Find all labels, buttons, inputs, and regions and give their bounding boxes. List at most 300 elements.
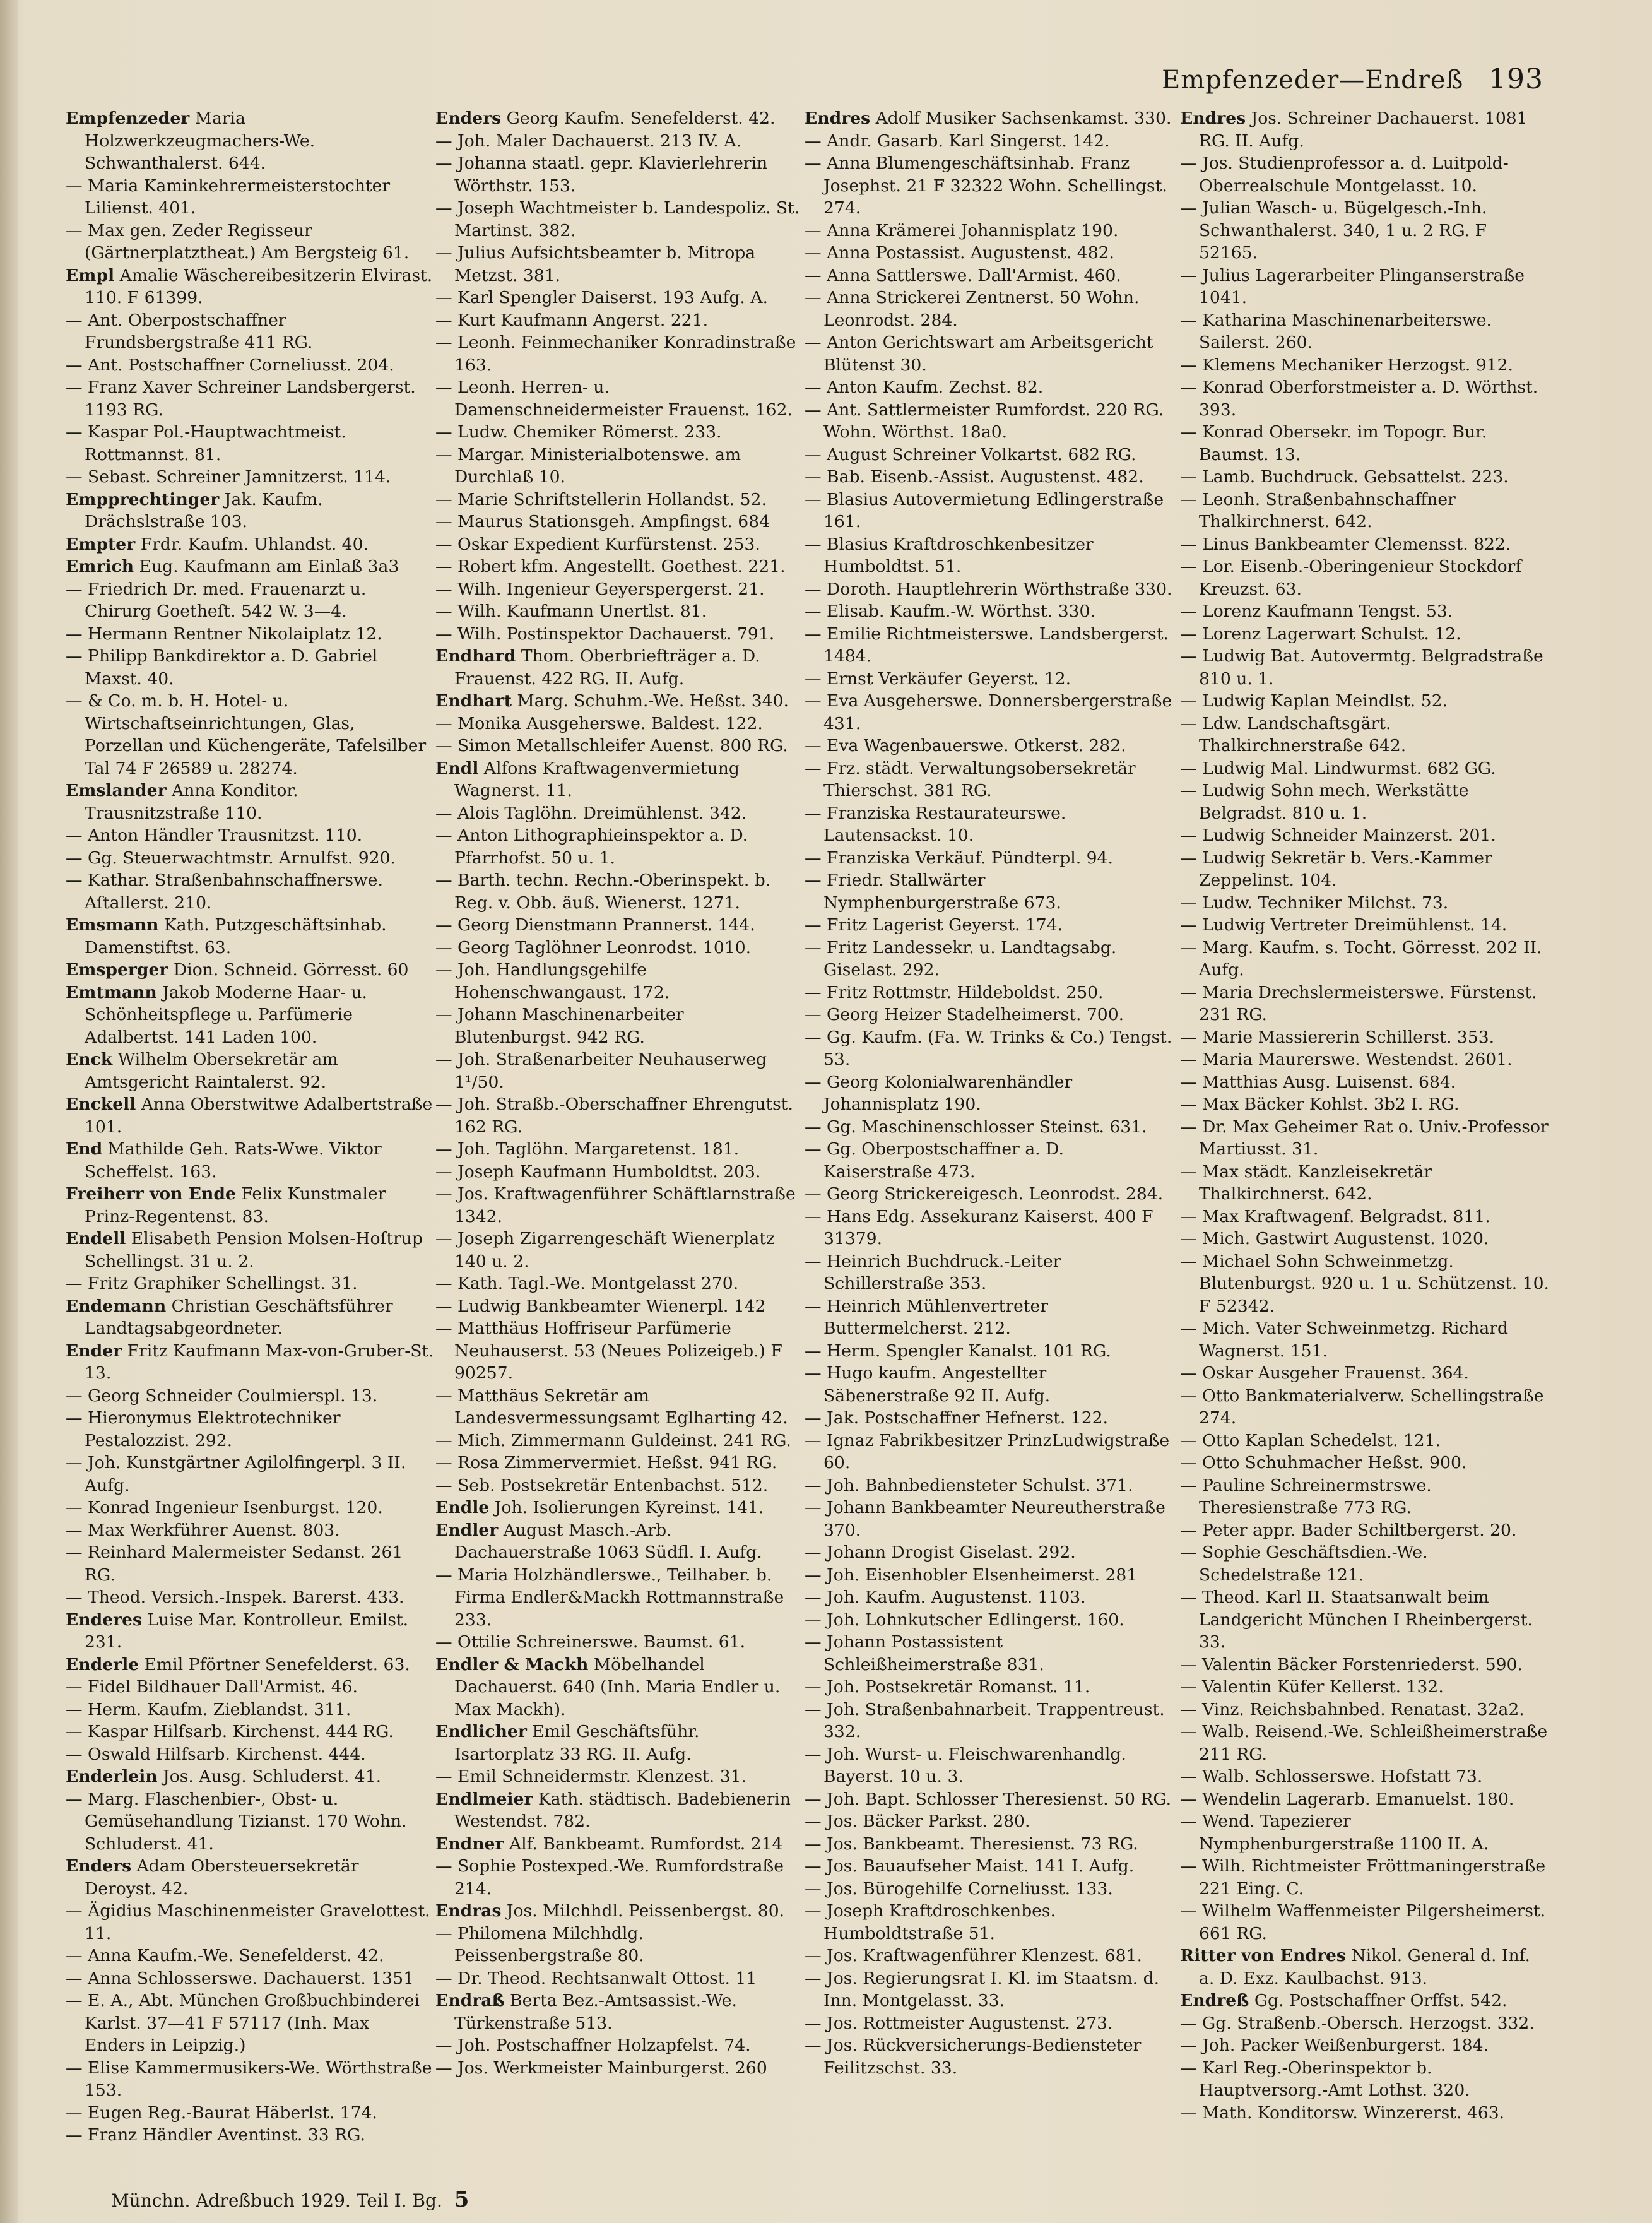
directory-entry [435, 2057, 805, 2080]
directory-entry [805, 1183, 1174, 1206]
directory-entry [435, 1317, 805, 1385]
entry-text: — Fidel Bildhauer Dall'Armist. 46. [66, 1677, 358, 1697]
directory-entry [66, 1138, 435, 1183]
entry-text: — Georg Dienstmann Prannerst. 144. [435, 915, 755, 935]
entry-text: Anna Oberstwitwe Adalbertstraße 101. [85, 1094, 433, 1137]
entry-text: Luise Mar. Kontrolleur. Emilst. 231. [85, 1609, 409, 1652]
entry-text: — Joh. Wurst- u. Fleischwarenhandlg. Bayerst. 10 u. 3. [805, 1744, 1126, 1786]
directory-entry [66, 376, 435, 421]
directory-entry [435, 1183, 805, 1228]
entry-surname: Endras [435, 1901, 502, 1921]
directory-entry [435, 578, 805, 601]
directory-entry [435, 130, 805, 153]
entry-surname: Enders [435, 109, 502, 128]
entry-text: — Ludwig Kaplan Meindlst. 52. [1180, 691, 1448, 711]
directory-entry [805, 1116, 1174, 1139]
directory-entry [66, 1452, 435, 1497]
imprint: Münchn. Adreßbuch 1929. Teil I. Bg. [111, 2190, 442, 2211]
entry-text: — Johann Maschinenarbeiter Blutenburgst. 942 RG. [435, 1005, 684, 1047]
directory-entry [435, 1855, 805, 1900]
directory-entry [805, 1878, 1174, 1900]
entry-text: — Joh. Kunstgärtner Agilolfingerpl. 3 II. Aufg. [66, 1453, 406, 1495]
entry-text: — Theod. Versich.-Inspek. Barerst. 433. [66, 1587, 404, 1607]
directory-entry [435, 1900, 805, 1923]
entry-text: Gg. Postschaffner Orffst. 542. [1254, 1991, 1507, 2010]
entry-text: — Sophie Postexped.-We. Rumfordstraße 214. [435, 1856, 784, 1899]
directory-entry [805, 1609, 1174, 1632]
entry-text: — Max gen. Zeder Regisseur (Gärtnerplatztheat.) Am Bergsteig 61. [66, 220, 410, 263]
entry-text: Jak. Kaufm. Drächslstraße 103. [85, 489, 323, 531]
directory-entry [805, 220, 1174, 242]
entry-text: — Joh. Bahnbediensteter Schulst. 371. [805, 1475, 1133, 1495]
directory-entry [66, 1654, 435, 1676]
entry-text: — Robert kfm. Angestellt. Goethest. 221. [435, 557, 786, 576]
directory-entry [435, 1833, 805, 1856]
directory-entry [1180, 197, 1549, 264]
directory-entry [435, 1967, 805, 1990]
entry-text: — Lorenz Kaufmann Tengst. 53. [1180, 602, 1453, 621]
directory-entry [1180, 555, 1549, 600]
entry-text: Alfons Kraftwagenvermietung Wagnerst. 11. [454, 758, 740, 800]
directory-entry [805, 130, 1174, 153]
entry-text: — Eugen Reg.-Baurat Häberlst. 174. [66, 2102, 377, 2123]
directory-entry [1180, 914, 1549, 937]
entry-text: — Lorenz Lagerwart Schulst. 12. [1180, 624, 1461, 644]
directory-entry [66, 2124, 435, 2146]
directory-entry [435, 1004, 805, 1048]
directory-entry [435, 1474, 805, 1497]
directory-entry [435, 1138, 805, 1161]
directory-entry [66, 1385, 435, 1408]
entry-text: — Ant. Sattlermeister Rumfordst. 220 RG. Wohn. Wörthst. 18a0. [805, 400, 1164, 442]
directory-entry [805, 1810, 1174, 1833]
entry-text: — Ldw. Landschaftsgärt. Thalkirchnerstraße 642. [1180, 713, 1407, 756]
directory-entry [805, 399, 1174, 444]
entry-text: — & Co. m. b. H. Hotel- u. Wirtschaftseinrichtungen, Glas, Porzellan und Küchengeräte, Tafelsilber Tal 74 F 26589 u. 28274. [66, 691, 427, 778]
directory-entry [66, 1788, 435, 1856]
entry-text: — Anna Strickerei Zentnerst. 50 Wohn. Leonrodst. 284. [805, 288, 1140, 330]
entry-text: — Matthias Ausg. Luisenst. 684. [1180, 1072, 1456, 1092]
directory-entry [66, 578, 435, 623]
entry-surname: Endemann [66, 1296, 167, 1316]
directory-entry [435, 1564, 805, 1632]
directory-entry [805, 1362, 1174, 1407]
entry-text: — Kath. Tagl.-We. Montgelasst 270. [435, 1274, 739, 1293]
entry-text: — Seb. Postsekretär Entenbachst. 512. [435, 1475, 769, 1495]
directory-entry [1180, 1317, 1549, 1362]
entry-text: — Georg Heizer Stadelheimerst. 700. [805, 1005, 1124, 1024]
directory-entry [435, 489, 805, 511]
entry-text: — Ludw. Chemiker Römerst. 233. [435, 422, 722, 442]
directory-entry [1180, 824, 1549, 847]
entry-text: — Walb. Schlosserswe. Hofstatt 73. [1180, 1767, 1483, 1786]
entry-text: — Gg. Kaufm. (Fa. W. Trinks & Co.) Tengst. 53. [805, 1027, 1172, 1069]
directory-entry [435, 645, 805, 690]
entry-text: — Oskar Expedient Kurfürstenst. 253. [435, 534, 760, 554]
entry-text: — Anton Lithographieinspektor a. D. Pfarrhofst. 50 u. 1. [435, 826, 748, 868]
directory-entry [1180, 1228, 1549, 1250]
entry-surname: Endhart [435, 691, 512, 711]
entry-text: — Frz. städt. Verwaltungsobersekretär Thierschst. 381 RG. [805, 758, 1136, 800]
entry-text: — Otto Schuhmacher Heßst. 900. [1180, 1453, 1467, 1473]
entry-text: — Ägidius Maschinenmeister Gravelottest. 11. [66, 1901, 430, 1943]
directory-entry [435, 600, 805, 623]
directory-entry [66, 1407, 435, 1452]
entry-text: — Joh. Bapt. Schlosser Theresienst. 50 RG. [805, 1789, 1172, 1809]
entry-surname: Ender [66, 1341, 122, 1361]
entry-text: — Otto Kaplan Schedelst. 121. [1180, 1430, 1441, 1450]
entry-text: Kath. Putzgeschäftsinhab. Damenstiftst. 63. [85, 915, 387, 957]
entry-text: — Gg. Steuerwachtmstr. Arnulfst. 920. [66, 848, 396, 868]
entry-text: — Philipp Bankdirektor a. D. Gabriel Maxst. 40. [66, 646, 378, 689]
directory-entry [435, 623, 805, 646]
directory-entry [805, 1206, 1174, 1250]
entry-text: — Joh. Maler Dachauerst. 213 IV. A. [435, 131, 741, 151]
entry-text: — Franz Xaver Schreiner Landsbergerst. 1193 RG. [66, 377, 416, 420]
directory-entry [805, 2012, 1174, 2035]
entry-text: — Joh. Kaufm. Augustenst. 1103. [805, 1587, 1086, 1607]
entry-text: — Margar. Ministerialbotenswe. am Durchlaß 10. [435, 444, 741, 487]
directory-entry [805, 1295, 1174, 1340]
entry-text: — Johanna staatl. gepr. Klavierlehrerin Wörthstr. 153. [435, 153, 768, 196]
directory-entry [435, 959, 805, 1004]
entry-text: — August Schreiner Volkartst. 682 RG. [805, 444, 1136, 465]
page-header [1162, 63, 1543, 95]
entry-text: — Reinhard Malermeister Sedanst. 261 RG. [66, 1543, 403, 1585]
entry-text: — Fritz Graphiker Schellingst. 31. [66, 1274, 358, 1293]
directory-entry [435, 802, 805, 825]
entry-text: — Eva Wagenbauerswe. Otkerst. 282. [805, 736, 1126, 756]
entry-text: — Blasius Autovermietung Edlingerstraße 161. [805, 489, 1164, 531]
directory-entry [1180, 1765, 1549, 1788]
directory-entry [435, 937, 805, 959]
entry-text: — Anna Kaufm.-We. Senefelderst. 42. [66, 1946, 384, 1965]
directory-entry [1180, 713, 1549, 757]
directory-entry [805, 869, 1174, 914]
directory-entry [66, 421, 435, 466]
entry-text: — Matthäus Sekretär am Landesvermessungsamt Eglharting 42. [435, 1385, 788, 1428]
entry-text: August Masch.-Arb. Dachauerstraße 1063 Südfl. I. Aufg. [454, 1520, 762, 1562]
entry-text: Kath. städtisch. Badebienerin Westendst. 782. [454, 1789, 791, 1831]
entry-text: — Jos. Bankbeamt. Theresienst. 73 RG. [805, 1834, 1138, 1854]
directory-entry [805, 690, 1174, 735]
entry-text: — Jos. Rückversicherungs-Bediensteter Feilitzschst. 33. [805, 2036, 1142, 2078]
entry-text: Berta Bez.-Amtsassist.-We. Türkenstraße 513. [454, 1991, 737, 2033]
directory-entry [66, 264, 435, 309]
directory-entry [66, 1945, 435, 1967]
entry-text: — Maria Holzhändlerswe., Teilhaber. b. Firma Endler&Mackh Rottmannstraße 233. [435, 1565, 784, 1630]
entry-text: — Theod. Karl II. Staatsanwalt beim Landgericht München I Rheinbergerst. 33. [1180, 1587, 1533, 1652]
directory-entry [66, 354, 435, 377]
directory-entry [1180, 780, 1549, 824]
entry-text: — Julius Lagerarbeiter Plinganserstraße 1041. [1180, 265, 1525, 307]
entry-text: Jos. Milchhdl. Peissenbergst. 80. [506, 1901, 785, 1921]
entry-text: Eug. Kaufmann am Einlaß 3a3 [139, 557, 399, 576]
entry-text: Jos. Ausg. Schluderst. 41. [163, 1767, 382, 1786]
entry-surname: Empprechtinger [66, 489, 220, 509]
directory-entry [1180, 1093, 1549, 1116]
directory-entry [805, 1407, 1174, 1430]
entry-text: — Sophie Geschäftsdien.-We. Schedelstraße 121. [1180, 1543, 1428, 1585]
entry-text: Adolf Musiker Sachsenkamst. 330. [875, 109, 1172, 128]
entry-text: — Jos. Bürogehilfe Corneliusst. 133. [805, 1878, 1113, 1899]
directory-entry [66, 220, 435, 264]
entry-text: — Joh. Eisenhobler Elsenheimerst. 281 [805, 1565, 1138, 1585]
page-number: 193 [1489, 63, 1543, 95]
directory-entry [435, 376, 805, 421]
directory-entry [805, 1743, 1174, 1788]
entry-surname: Enck [66, 1050, 113, 1069]
column-4 [1180, 107, 1549, 2146]
directory-entry [1180, 152, 1549, 197]
entry-surname: Endreß [1180, 1991, 1249, 2010]
entry-text: — Joh. Packer Weißenburgerst. 184. [1180, 2036, 1489, 2055]
entry-text: — Franz Händler Aventinst. 33 RG. [66, 2125, 365, 2145]
directory-entry [435, 1272, 805, 1295]
entry-text: — Fritz Rottmstr. Hildeboldst. 250. [805, 982, 1104, 1002]
entry-text: — Gg. Straßenb.-Obersch. Herzogst. 332. [1180, 2013, 1535, 2033]
entry-text: — Georg Taglöhner Leonrodst. 1010. [435, 937, 752, 957]
entry-text: Adam Obersteuersekretär Deroyst. 42. [85, 1856, 359, 1899]
directory-entry [1180, 892, 1549, 915]
entry-surname: Endlmeier [435, 1789, 533, 1809]
entry-text: — Konrad Obersekr. im Topogr. Bur. Baumst. 13. [1180, 422, 1487, 465]
directory-entry [435, 1452, 805, 1474]
directory-entry [66, 914, 435, 959]
directory-entry [435, 309, 805, 332]
entry-text: — Friedrich Dr. med. Frauenarzt u. Chirurg Goetheſt. 542 W. 3—4. [66, 579, 367, 621]
entry-text: — Marg. Kaufm. s. Tocht. Görresst. 202 II. Aufg. [1180, 937, 1542, 980]
entry-surname: Enderlein [66, 1767, 158, 1786]
directory-entry [805, 1631, 1174, 1676]
entry-text: — Anna Krämerei Johannisplatz 190. [805, 220, 1119, 240]
directory-entry [1180, 309, 1549, 354]
entry-text: Anna Konditor. Trausnitzstraße 110. [85, 781, 298, 823]
entry-text: Alf. Bankbeamt. Rumfordst. 214 [509, 1834, 783, 1854]
directory-entry [66, 1272, 435, 1295]
directory-entry [1180, 533, 1549, 556]
directory-entry [805, 1945, 1174, 1967]
directory-entry [66, 1340, 435, 1385]
entry-surname: Endler [435, 1520, 499, 1540]
sheet-signature: 5 [454, 2187, 469, 2212]
entry-text: — Jos. Studienprofessor a. d. Luitpold-Oberrealschule Montgelasst. 10. [1180, 153, 1509, 196]
directory-entry [66, 107, 435, 175]
directory-entry [66, 1541, 435, 1586]
entry-text: — Lor. Eisenb.-Oberingenieur Stockdorf Kreuzst. 63. [1180, 557, 1522, 599]
entry-text: — Karl Spengler Daiserst. 193 Aufg. A. [435, 288, 768, 307]
entry-text: Fritz Kaufmann Max-von-Gruber-St. 13. [85, 1341, 434, 1383]
entry-text: — Katharina Maschinenarbeiterswe. Sailerst. 260. [1180, 310, 1492, 352]
directory-entry [805, 1900, 1174, 1945]
entry-surname: Endle [435, 1498, 490, 1517]
directory-entry [435, 1788, 805, 1833]
directory-entry [66, 1698, 435, 1721]
directory-entry [805, 331, 1174, 376]
directory-entry [66, 1721, 435, 1743]
entry-text: — Andr. Gasarb. Karl Singerst. 142. [805, 131, 1110, 151]
directory-entry [1180, 1161, 1549, 1206]
directory-entry [435, 197, 805, 242]
directory-entry [435, 555, 805, 578]
directory-entry [66, 1900, 435, 1945]
directory-entry [435, 1654, 805, 1721]
entry-text: — Johann Postassistent Schleißheimerstraße 831. [805, 1632, 1044, 1675]
directory-entry [1180, 489, 1549, 533]
directory-entry [805, 1788, 1174, 1811]
entry-text: — Anton Händler Trausnitzst. 110. [66, 826, 363, 845]
entry-surname: Enckell [66, 1094, 136, 1114]
entry-text: — Jos. Kraftwagenführer Schäftlarnstraße 1342. [435, 1184, 796, 1226]
entry-surname: Enderes [66, 1609, 143, 1630]
directory-entry [1180, 1206, 1549, 1228]
entry-text: — Bab. Eisenb.-Assist. Augustenst. 482. [805, 467, 1144, 487]
directory-entry [1180, 1586, 1549, 1654]
entry-text: — E. A., Abt. München Großbuchbinderei Karlst. 37—41 F 57117 (Inh. Max Enders in Leipzig.) [66, 1991, 420, 2055]
entry-text: — Johann Bankbeamter Neureutherstraße 370. [805, 1498, 1165, 1540]
entry-text: — Kathar. Straßenbahnschaffnerswe. Aſtallerst. 210. [66, 870, 383, 913]
entry-text: Elisabeth Pension Molsen-Hoſtrup Schellingst. 31 u. 2. [85, 1229, 423, 1271]
entry-surname: Emsmann [66, 915, 159, 935]
directory-entry [435, 824, 805, 869]
directory-entry [435, 331, 805, 376]
entry-text: — Ottilie Schreinerswe. Baumst. 61. [435, 1632, 746, 1652]
directory-entry [435, 152, 805, 197]
directory-entry [805, 1138, 1174, 1183]
directory-entry [1180, 757, 1549, 780]
entry-text: — Jos. Werkmeister Mainburgerst. 260 [435, 2058, 767, 2078]
directory-entry [805, 1026, 1174, 1071]
directory-entry [805, 914, 1174, 937]
entry-text: — Franziska Verkäuf. Pündterpl. 94. [805, 848, 1113, 868]
entry-text: — Ludwig Bankbeamter Wienerpl. 142 [435, 1296, 766, 1316]
entry-text: — Karl Reg.-Oberinspektor b. Hauptversorg.-Amt Lothst. 320. [1180, 2058, 1470, 2100]
directory-entry [66, 623, 435, 646]
directory-entry [66, 309, 435, 354]
entry-text: — Joh. Straßenarbeiter Neuhauserweg 1¹/50. [435, 1050, 767, 1092]
directory-entry [66, 690, 435, 780]
directory-entry [66, 824, 435, 847]
entry-text: — Julian Wasch- u. Bügelgesch.-Inh. Schwanthalerst. 340, 1 u. 2 RG. F 52165. [1180, 198, 1487, 263]
entry-text: — Mich. Gastwirt Augustenst. 1020. [1180, 1229, 1489, 1248]
directory-entry [805, 735, 1174, 757]
entry-surname: Endler & Mackh [435, 1654, 589, 1675]
directory-entry [1180, 1810, 1549, 1855]
directory-entry [805, 152, 1174, 220]
entry-surname: Endell [66, 1229, 126, 1248]
directory-entry [805, 1474, 1174, 1497]
directory-entry [66, 1048, 435, 1093]
entry-text: — Marie Schriftstellerin Hollandst. 52. [435, 489, 767, 509]
entry-text: — Marie Massiererin Schillerst. 353. [1180, 1027, 1495, 1047]
entry-text: — Ludw. Techniker Milchst. 73. [1180, 892, 1449, 913]
entry-text: — Heinrich Mühlenvertreter Buttermelcherst. 212. [805, 1296, 1048, 1338]
directory-entry [1180, 1048, 1549, 1071]
entry-text: Emil Geschäftsführ. Isartorplatz 33 RG. II. Aufg. [454, 1722, 700, 1764]
directory-entry [1180, 937, 1549, 981]
entry-text: — Jos. Regierungsrat I. Kl. im Staatsm. d. Inn. Montgelasst. 33. [805, 1968, 1160, 2010]
entry-text: Joh. Isolierungen Kyreinst. 141. [494, 1498, 764, 1517]
entry-surname: Endres [805, 109, 871, 128]
directory-entry [1180, 1541, 1549, 1586]
entry-text: — Joh. Postschaffner Holzapfelst. 74. [435, 2036, 751, 2055]
entry-text: — Maria Maurerswe. Westendst. 2601. [1180, 1050, 1513, 1069]
entry-text: — Ant. Oberpostschaffner Frundsbergstraße 411 RG. [66, 310, 313, 352]
entry-text: — Maria Drechslermeisterswe. Fürstenst. 231 RG. [1180, 982, 1537, 1024]
entry-text: — Barth. techn. Rechn.-Oberinspekt. b. Reg. v. Obb. äuß. Wienerst. 1271. [435, 870, 771, 913]
entry-text: — Wend. Tapezierer Nymphenburgerstraße 1100 II. A. [1180, 1811, 1489, 1854]
directory-entry [435, 757, 805, 802]
entry-text: Marg. Schuhm.-We. Heßst. 340. [517, 691, 789, 711]
directory-entry [66, 1676, 435, 1698]
directory-entry [66, 1989, 435, 2057]
directory-entry [805, 623, 1174, 668]
directory-entry [435, 1430, 805, 1452]
directory-entry [805, 1855, 1174, 1878]
directory-entry [66, 981, 435, 1049]
directory-entry [805, 1250, 1174, 1295]
directory-entry [435, 533, 805, 556]
entry-text: — Max Kraftwagenf. Belgradst. 811. [1180, 1206, 1490, 1226]
entry-text: — Vinz. Reichsbahnbed. Renatast. 32a2. [1180, 1699, 1525, 1719]
directory-entry [66, 1743, 435, 1766]
directory-entry [805, 1564, 1174, 1587]
column-2 [435, 107, 805, 2146]
directory-entry [1180, 1430, 1549, 1452]
directory-entry [435, 1923, 805, 1967]
entry-text: Amalie Wäschereibesitzerin Elvirast. 110. F 61399. [85, 265, 433, 307]
entry-text: — Ant. Postschaffner Corneliusst. 204. [66, 355, 394, 375]
directory-entry [435, 1295, 805, 1318]
directory-entry [1180, 1788, 1549, 1811]
entry-text: — Math. Konditorsw. Winzererst. 463. [1180, 2102, 1505, 2123]
entry-text: Wilhelm Obersekretär am Amtsgericht Raintalerst. 92. [85, 1050, 338, 1092]
entry-text: — Anton Kaufm. Zechst. 82. [805, 377, 1044, 397]
entry-text: — Leonh. Feinmechaniker Konradinstraße 163. [435, 333, 796, 375]
entry-text: — Oskar Ausgeher Frauenst. 364. [1180, 1363, 1469, 1383]
entry-surname: Emrich [66, 557, 134, 576]
entry-text: — Linus Bankbeamter Clemensst. 822. [1180, 534, 1511, 554]
entry-text: Jakob Moderne Haar- u. Schönheitspflege u. Parfümerie Adalbertst. 141 Laden 100. [85, 982, 367, 1047]
directory-entry [1180, 1474, 1549, 1519]
directory-entry [805, 847, 1174, 870]
directory-entry [435, 690, 805, 713]
entry-text: — Anna Blumengeschäftsinhab. Franz Josephst. 21 F 32322 Wohn. Schellingst. 274. [805, 153, 1167, 218]
entry-surname: Endraß [435, 1991, 505, 2010]
directory-entry [66, 1855, 435, 1900]
directory-entry [805, 1967, 1174, 2012]
entry-surname: Enderle [66, 1654, 139, 1675]
entry-text: Frdr. Kaufm. Uhlandst. 40. [140, 534, 369, 554]
directory-entry [1180, 623, 1549, 646]
entry-text: — Herm. Kaufm. Zieblandst. 311. [66, 1699, 351, 1719]
entry-text: — Philomena Milchhdlg. Peissenbergstraße 80. [435, 1923, 644, 1965]
entry-text: — Elisab. Kaufm.-W. Wörthst. 330. [805, 602, 1095, 621]
entry-text: Mathilde Geh. Rats-Wwe. Viktor Scheffelst. 163. [85, 1139, 382, 1182]
directory-entry [805, 802, 1174, 847]
directory-entry [66, 847, 435, 870]
entry-text: — Michael Sohn Schweinmetzg. Blutenburgst. 920 u. 1 u. Schützenst. 10. F 52342. [1180, 1251, 1549, 1316]
directory-entry [435, 1385, 805, 1430]
directory-entry [66, 1093, 435, 1138]
entry-text: Georg Kaufm. Senefelderst. 42. [506, 109, 776, 128]
directory-entry [805, 466, 1174, 489]
entry-text: — Wilh. Postinspektor Dachauerst. 791. [435, 624, 775, 644]
directory-entry [1180, 1250, 1549, 1318]
directory-entry [805, 1833, 1174, 1856]
entry-text: — Fritz Lagerist Geyerst. 174. [805, 915, 1063, 935]
entry-text: — Dr. Theod. Rechtsanwalt Ottost. 11 [435, 1968, 757, 1988]
